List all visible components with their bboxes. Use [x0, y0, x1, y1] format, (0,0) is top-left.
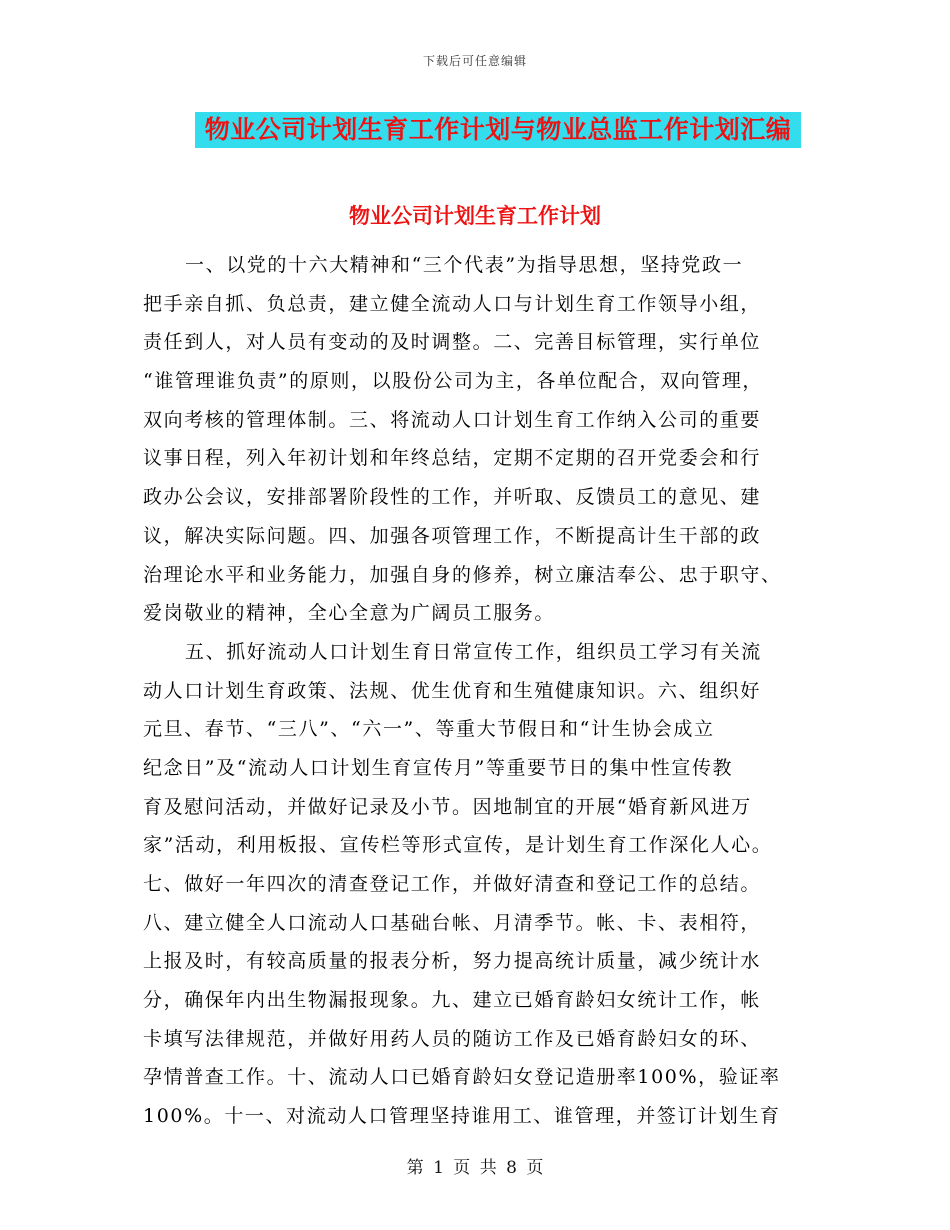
page-header-note: 下载后可任意编辑: [422, 54, 527, 68]
paragraph-line: 双向考核的管理体制。三、将流动人口计划生育工作纳入公司的重要: [143, 408, 762, 431]
paragraph-line: 育及慰问活动，并做好记录及小节。因地制宜的开展“婚育新风进万: [143, 795, 752, 818]
paragraph-line: 把手亲自抓、负总责，建立健全流动人口与计划生育工作领导小组，: [143, 292, 762, 315]
paragraph-line: 责任到人，对人员有变动的及时调整。二、完善目标管理，实行单位: [143, 331, 762, 354]
paragraph-line: 议，解决实际问题。四、加强各项管理工作，不断提高计生干部的政: [143, 524, 762, 547]
paragraph-line: 议事日程，列入年初计划和年终总结，定期不定期的召开党委会和行: [143, 447, 762, 470]
paragraph-line: 卡填写法律规范，并做好用药人员的随访工作及已婚育龄妇女的环、: [143, 1027, 762, 1050]
paragraph-line: 分，确保年内出生物漏报现象。九、建立已婚育龄妇女统计工作，帐: [143, 989, 762, 1012]
paragraph-line: 动人口计划生育政策、法规、优生优育和生殖健康知识。六、组织好: [143, 679, 762, 702]
paragraph-line: 家”活动，利用板报、宣传栏等形式宣传，是计划生育工作深化人心。: [143, 834, 773, 857]
paragraph-line: 五、抓好流动人口计划生育日常宣传工作，组织员工学习有关流: [185, 640, 762, 663]
paragraph-line: 七、做好一年四次的清查登记工作，并做好清查和登记工作的总结。: [143, 873, 762, 895]
paragraph-line: 八、建立健全人口流动人口基础台帐、月清季节。帐、卡、表相符，: [143, 911, 762, 934]
paragraph-line: 治理论水平和业务能力，加强自身的修养，树立廉洁奉公、忠于职守、: [143, 563, 782, 586]
section-title: 物业公司计划生育工作计划: [349, 204, 601, 228]
paragraph-line: 政办公会议，安排部署阶段性的工作，并听取、反馈员工的意见、建: [143, 486, 762, 509]
paragraph-line: 爱岗敬业的精神，全心全意为广阔员工服务。: [143, 602, 556, 625]
document-title: 物业公司计划生育工作计划与物业总监工作计划汇编: [204, 115, 792, 144]
paragraph-line: “谁管理谁负责”的原则，以股份公司为主，各单位配合，双向管理，: [143, 370, 764, 393]
paragraph-line: 一、以党的十六大精神和“三个代表”为指导思想，坚持党政一: [185, 254, 744, 276]
paragraph-line: 元旦、春节、“三八”、“六一”、等重大节假日和“计生协会成立: [143, 718, 715, 741]
paragraph-line: 孕情普查工作。十、流动人口已婚育龄妇女登记造册率100%，验证率: [143, 1066, 781, 1089]
body-text: [143, 246, 808, 1136]
document-title-highlight: [195, 112, 801, 148]
paragraph-line: 纪念日”及“流动人口计划生育宣传月”等重要节日的集中性宣传教: [143, 756, 734, 779]
paragraph-line: 100%。十一、对流动人口管理坚持谁用工、谁管理，并签订计划生育: [143, 1105, 781, 1128]
page-footer: 第 1 页 共 8 页: [406, 1158, 544, 1178]
paragraph-line: 上报及时，有较高质量的报表分析，努力提高统计质量，减少统计水: [143, 950, 762, 973]
